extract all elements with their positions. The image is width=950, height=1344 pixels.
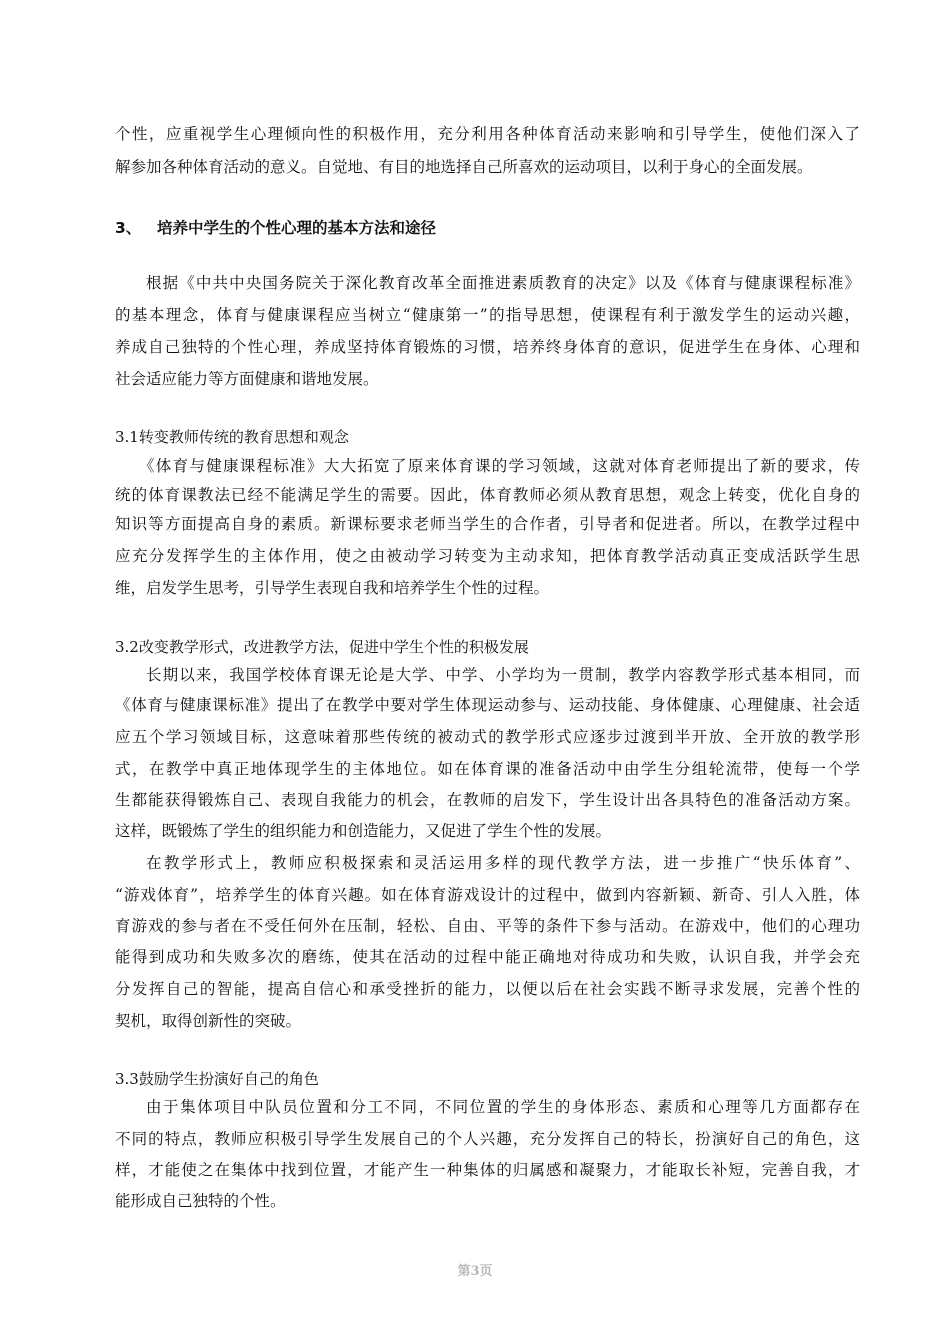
paragraph-line: 社会适应能力等方面健康和谐地发展。 [115, 370, 379, 388]
paragraph-line: 由于集体项目中队员位置和分工不同，不同位置的学生的身体形态、素质和心理等几方面都存在 [146, 1098, 860, 1116]
section-heading [115, 217, 860, 239]
subsection-heading: 3.2改变教学形式，改进教学方法，促进中学生个性的积极发展 [115, 638, 529, 656]
paragraph-line: 的基本理念，体育与健康课程应当树立“健康第一”的指导思想，使课程有利于激发学生的运动兴趣， [115, 306, 860, 324]
paragraph-line: 样，才能使之在集体中找到位置，才能产生一种集体的归属感和凝聚力，才能取长补短，完善自我，才 [115, 1161, 860, 1179]
paragraph-line: 不同的特点，教师应积极引导学生发展自己的个人兴趣，充分发挥自己的特长，扮演好自己的角色，这 [115, 1130, 860, 1148]
section-title: 培养中学生的个性心理的基本方法和途径 [157, 219, 437, 237]
subsection-heading: 3.3鼓励学生扮演好自己的角色 [115, 1070, 319, 1088]
paragraph-line: 应五个学习领域目标，这意味着那些传统的被动式的教学形式应逐步过渡到半开放、全开放的教学形 [115, 728, 860, 746]
paragraph-line: “游戏体育”，培养学生的体育兴趣。如在体育游戏设计的过程中，做到内容新颖、新奇、引人入胜，体 [115, 886, 860, 904]
paragraph-line: 统的体育课教法已经不能满足学生的需要。因此，体育教师必须从教育思想，观念上转变，优化自身的 [115, 486, 860, 504]
paragraph-line: 知识等方面提高自身的素质。新课标要求老师当学生的合作者，引导者和促进者。所以，在教学过程中 [115, 515, 860, 533]
paragraph-line: 生都能获得锻炼自己、表现自我能力的机会，在教师的启发下，学生设计出各具特色的准备活动方案。 [115, 791, 860, 809]
paragraph-line: 在教学形式上，教师应积极探索和灵活运用多样的现代教学方法，进一步推广“快乐体育”、 [146, 854, 860, 872]
page-number: 第3页 [457, 1264, 493, 1279]
paragraph-line: 能形成自己独特的个性。 [115, 1192, 286, 1210]
paragraph-line: 应充分发挥学生的主体作用，使之由被动学习转变为主动求知，把体育教学活动真正变成活跃学生思 [115, 547, 860, 565]
paragraph-line: 个性，应重视学生心理倾向性的积极作用，充分利用各种体育活动来影响和引导学生，使他们深入了 [115, 125, 860, 143]
paragraph-line: 解参加各种体育活动的意义。自觉地、有目的地选择自己所喜欢的运动项目，以利于身心的全面发展。 [115, 158, 813, 176]
paragraph-line: 式，在教学中真正地体现学生的主体地位。如在体育课的准备活动中由学生分组轮流带，使每一个学 [115, 760, 860, 778]
section-number: 3、 [115, 219, 142, 237]
paragraph-line: 长期以来，我国学校体育课无论是大学、中学、小学均为一贯制，教学内容教学形式基本相同，而 [146, 666, 860, 684]
paragraph-line: 维，启发学生思考，引导学生表现自我和培养学生个性的过程。 [115, 579, 550, 597]
paragraph-line: 养成自己独特的个性心理，养成坚持体育锻炼的习惯，培养终身体育的意识，促进学生在身体、心理和 [115, 338, 860, 356]
subsection-heading: 3.1转变教师传统的教育思想和观念 [115, 428, 349, 446]
paragraph-line: 根据《中共中央国务院关于深化教育改革全面推进素质教育的决定》以及《体育与健康课程标准》 [146, 274, 860, 292]
paragraph-line: 这样，既锻炼了学生的组织能力和创造能力，又促进了学生个性的发展。 [115, 822, 612, 840]
paragraph-line: 育游戏的参与者在不受任何外在压制，轻松、自由、平等的条件下参与活动。在游戏中，他们的心理功 [115, 917, 860, 935]
paragraph-line: 《体育与健康课程标准》大大拓宽了原来体育课的学习领域，这就对体育老师提出了新的要求，传 [139, 457, 860, 475]
paragraph-line: 分发挥自己的智能，提高自信心和承受挫折的能力，以便以后在社会实践不断寻求发展，完善个性的 [115, 980, 860, 998]
paragraph-line: 能得到成功和失败多次的磨练，使其在活动的过程中能正确地对待成功和失败，认识自我，并学会充 [115, 948, 860, 966]
paragraph-line: 契机，取得创新性的突破。 [115, 1012, 302, 1030]
paragraph-line: 《体育与健康课标准》提出了在教学中要对学生体现运动参与、运动技能、身体健康、心理健康、社会适 [115, 696, 860, 714]
